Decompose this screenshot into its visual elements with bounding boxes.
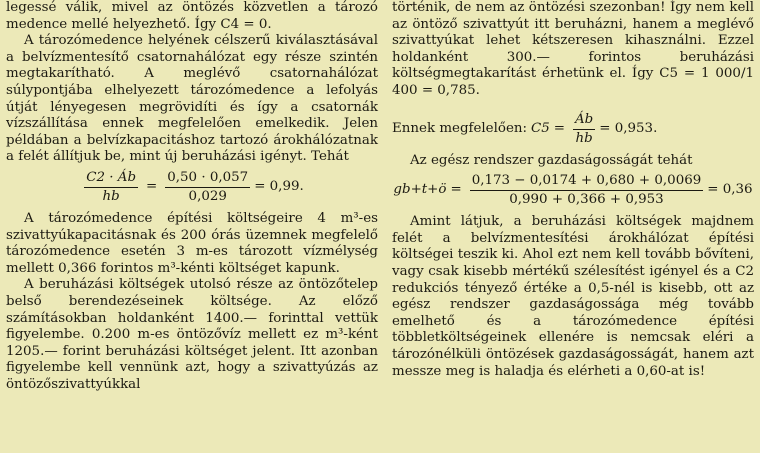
right-paragraph-4: Amint látjuk, a beruházási költségek majdnem felét a belvízmentesítési árokhálózat építési költségei teszik ki. Ahol ezt nem kell tovább bővíteni, vagy csak kisebb mértékű szélesítést igényel és a C2 redukciós tényező értéke a 0,5-nél is kisebb, ott az egész rendszer gazdaságossága még tovább emelhető és a tározómedence építési többletköltségeinek ellenére is nemcsak eléri a tározónélküli öntözések gazdaságosságát, hanem azt messze meg is haladja és elérheti a 0,60-at is!	[392, 214, 754, 379]
formula-2-prefix: Ennek megfelelően:	[392, 120, 528, 136]
formula-1-equals: =	[146, 179, 158, 195]
right-paragraph-3: Az egész rendszer gazdaságosságát tehát	[410, 152, 693, 168]
left-column	[6, 0, 378, 393]
formula-2-numerator: Áb	[573, 112, 595, 130]
formula-1-denominator: hb	[102, 188, 120, 204]
formula-1	[6, 170, 378, 205]
formula-1-numerator: C2 · Áb	[84, 170, 138, 188]
left-paragraph-2: A tározómedence helyének célszerű kiválasztásával a belvízmentesítő csatornahálózat egy része szintén megtakarítható. A meglévő csatornahálózat súlypontjába elhelyezett tározómedence a lefolyás útját lényegesen megrövidíti és így a csatornák vízszállítása ennek megfelelően emelkedik. Jelen példában a belvízkapacitáshoz tartozó árokhálózatnak a felét állítjuk be, mint új beruházási igényt. Tehát	[6, 33, 378, 165]
formula-1-result: = 0,99.	[254, 179, 304, 195]
formula-2-result: = 0,953.	[599, 120, 658, 136]
formula-3-denominator: 0,990 + 0,366 + 0,953	[509, 192, 664, 208]
formula-3-equals: =	[450, 182, 462, 198]
formula-3-fraction	[470, 173, 704, 208]
formula-2-lhs: C5	[531, 120, 550, 136]
left-paragraph-1: legessé válik, mivel az öntözés közvetlen a tározó medence mellé helyezhető. Így C4 = 0.	[6, 0, 378, 32]
formula-1-fraction-symbolic	[84, 170, 138, 205]
spacer	[392, 100, 754, 108]
formula-1-numerator-value: 0,50 · 0,057	[165, 170, 250, 188]
formula-2-denominator: hb	[575, 130, 593, 146]
right-paragraph-1: történik, de nem az öntözési szezonban! Így nem kell az öntöző szivattyút itt beruházni, hanem a meglévő szivattyúkat lehet kétszeresen kihasználni. Ezzel holdanként 300.— forintos beruházási költségmegtakarítást érhetünk el. Így C5 = 1 000/1 400 = 0,785.	[392, 0, 754, 98]
formula-3-lhs: gb+t+ö	[393, 182, 447, 198]
formula-3	[392, 173, 754, 208]
formula-1-denominator-value: 0,029	[188, 188, 227, 204]
right-column	[392, 0, 754, 380]
formula-2-equals: =	[553, 120, 566, 136]
left-paragraph-4: A beruházási költségek utolsó része az öntözőtelep belső berendezéseinek költsége. Az előző számításokban holdanként 1400.— forinttal vettük figyelembe. 0.200 m-es öntözővíz mellett ez m³-ként 1205.— forint beruházási költséget jelent. Itt azonban figyelembe kell vennünk azt, hogy a szivattyúzás az öntözőszivattyúkkal	[6, 277, 378, 392]
formula-3-numerator: 0,173 − 0,0174 + 0,680 + 0,0069	[470, 173, 704, 191]
formula-3-result: = 0,36	[707, 182, 753, 198]
formula-2	[392, 112, 754, 147]
formula-2-fraction	[573, 112, 595, 147]
formula-1-fraction-numeric	[165, 170, 250, 205]
left-paragraph-3: A tározómedence építési költségeire 4 m³-es szivattyúkapacitásnak és 200 órás üzemnek megfelelő tározómedence esetén 3 m-es tározott vízmélység mellett 0,366 forintos m³-kénti költséget kapunk.	[6, 210, 378, 276]
